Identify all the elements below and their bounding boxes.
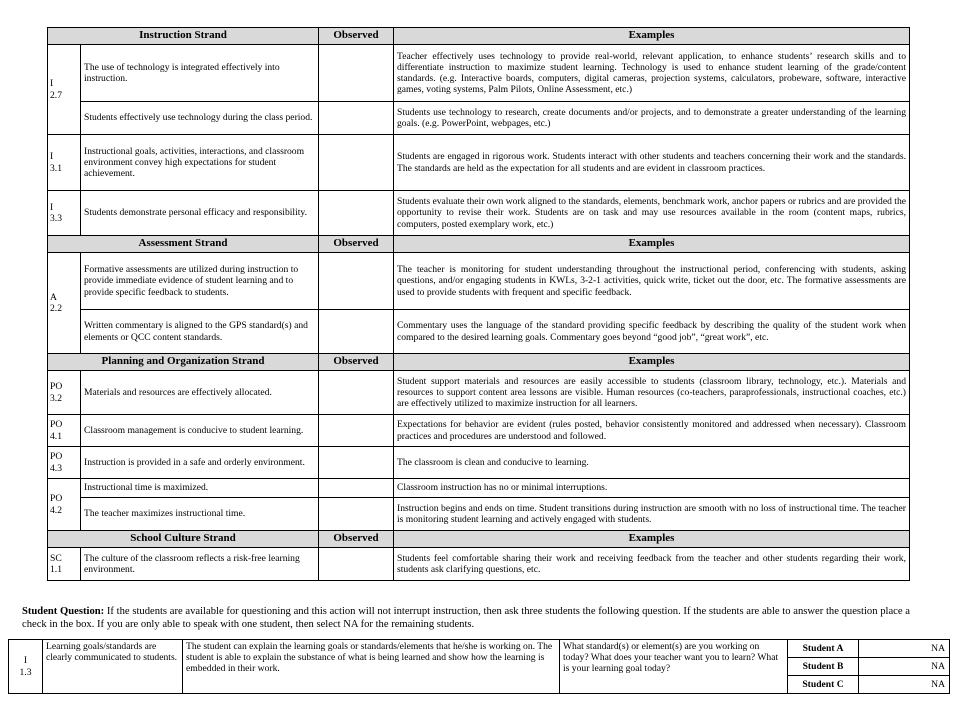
indicator-description: Students demonstrate personal efficacy and responsibility. xyxy=(81,191,319,236)
indicator-id-i27: I 2.7 xyxy=(48,45,81,135)
table-row xyxy=(48,102,910,135)
indicator-examples: Student support materials and resources are easily accessible to students (classroom library, technology, etc.). Materials and resources to support content area lessons are visible. Human resources (co-teachers, paraprofessionals, instructional coaches, etc.) are effectively utilized to maximize instruction for all learners. xyxy=(394,371,910,415)
examples-heading: Examples xyxy=(394,28,910,45)
student-question-table xyxy=(8,639,950,694)
observed-cell[interactable] xyxy=(319,415,394,447)
indicator-examples: Students evaluate their own work aligned to the standards, elements, benchmark work, anchor papers or rubrics and are provided the opportunity to revise their work. Students are on task and may use resources available in the room (content maps, rubrics, computers, posted exemplary work, etc.) xyxy=(394,191,910,236)
observed-cell[interactable] xyxy=(319,191,394,236)
indicator-examples: Expectations for behavior are evident (rules posted, behavior consistently monitored and addressed when necessary). Classroom practices and procedures are understood and followed. xyxy=(394,415,910,447)
indicator-description: Students effectively use technology during the class period. xyxy=(81,102,319,135)
examples-heading: Examples xyxy=(394,236,910,253)
student-question-label: Student Question: xyxy=(22,606,105,617)
culture-strand-header-row xyxy=(48,531,910,548)
observed-cell[interactable] xyxy=(319,548,394,581)
student-a-label: Student A xyxy=(788,640,859,658)
student-a-response[interactable]: NA xyxy=(859,640,950,658)
table-row xyxy=(48,479,910,498)
student-question-instructions xyxy=(22,606,910,631)
indicator-examples: Classroom instruction has no or minimal interruptions. xyxy=(394,479,910,498)
observed-cell[interactable] xyxy=(319,102,394,135)
observed-cell[interactable] xyxy=(319,447,394,479)
indicator-examples: Instruction begins and ends on time. Student transitions during instruction are smooth with no loss of instructional time. The teacher is monitoring student learning and actively engaged with students. xyxy=(394,498,910,531)
indicator-id-i33: I 3.3 xyxy=(48,191,81,236)
indicator-id-po32: PO 3.2 xyxy=(48,371,81,415)
indicator-description: Written commentary is aligned to the GPS standard(s) and elements or QCC content standards. xyxy=(81,310,319,354)
indicator-description: The culture of the classroom reflects a risk-free learning environment. xyxy=(81,548,319,581)
student-explanation: The student can explain the learning goals or standards/elements that he/she is working on. The student is able to explain the substance of what is being learned and show how the learning is embedded in their work. xyxy=(183,640,560,694)
observed-cell[interactable] xyxy=(319,45,394,102)
indicator-id-i13: I 1.3 xyxy=(9,640,43,694)
instruction-strand-heading: Instruction Strand xyxy=(48,28,319,45)
examples-heading: Examples xyxy=(394,354,910,371)
learning-goal-description: Learning goals/standards are clearly communicated to students. xyxy=(43,640,183,694)
indicator-id-po43: PO 4.3 xyxy=(48,447,81,479)
table-row xyxy=(48,548,910,581)
observed-heading: Observed xyxy=(319,28,394,45)
observed-cell[interactable] xyxy=(319,310,394,354)
table-row xyxy=(48,310,910,354)
table-row xyxy=(48,415,910,447)
table-row xyxy=(48,253,910,310)
student-b-label: Student B xyxy=(788,658,859,676)
instruction-strand-header-row xyxy=(48,28,910,45)
assessment-strand-heading: Assessment Strand xyxy=(48,236,319,253)
indicator-examples: Teacher effectively uses technology to provide real-world, relevant application, to enhance students’ research skills and to differentiate instruction to maximize student learning. Technology is used to enhance student learning of the grade/content standards. (e.g. Interactive boards, computers, digital cameras, projection systems, calculators, probeware, software, interactive games, voting systems, Palm Pilots, Online Assessment, etc.) xyxy=(394,45,910,102)
indicator-id-sc11: SC 1.1 xyxy=(48,548,81,581)
assessment-strand-header-row xyxy=(48,236,910,253)
student-question-text: If the students are available for questioning and this action will not interrupt instruction, then ask three students the following question. If the students are able to answer the question place a check in the box. If you are only able to speak with one student, then select NA for the remaining students. xyxy=(22,606,910,630)
indicator-id-po41: PO 4.1 xyxy=(48,415,81,447)
indicator-examples: Commentary uses the language of the standard providing specific feedback by describing the quality of the student work when compared to the desired learning goals. Commentary goes beyond “good job”, “great work”, etc. xyxy=(394,310,910,354)
indicator-examples: The classroom is clean and conducive to learning. xyxy=(394,447,910,479)
indicator-examples: Students use technology to research, create documents and/or projects, and to demonstrate a greater understanding of the learning goals. (e.g. PowerPoint, webpages, etc.) xyxy=(394,102,910,135)
table-row xyxy=(48,447,910,479)
table-row xyxy=(48,498,910,531)
student-b-response[interactable]: NA xyxy=(859,658,950,676)
observed-cell[interactable] xyxy=(319,253,394,310)
indicator-examples: The teacher is monitoring for student understanding throughout the instructional period, conferencing with students, asking questions, and/or engaging students in KWLs, 3-2-1 activities, quick write, ticket out the door, etc. The formative assessments are used to provide students with frequent and specific feedback. xyxy=(394,253,910,310)
planning-strand-header-row xyxy=(48,354,910,371)
table-row xyxy=(48,45,910,102)
indicator-examples: Students feel comfortable sharing their work and receiving feedback from the teacher and other students regarding their work, students ask clarifying questions, etc. xyxy=(394,548,910,581)
indicator-id-i31: I 3.1 xyxy=(48,135,81,191)
indicator-description: Classroom management is conducive to student learning. xyxy=(81,415,319,447)
observed-cell[interactable] xyxy=(319,135,394,191)
observed-cell[interactable] xyxy=(319,371,394,415)
examples-heading: Examples xyxy=(394,531,910,548)
question-to-ask: What standard(s) or element(s) are you working on today? What does your teacher want you to learn? What is your learning goal today? xyxy=(560,640,788,694)
student-c-response[interactable]: NA xyxy=(859,676,950,694)
table-row xyxy=(48,371,910,415)
student-c-label: Student C xyxy=(788,676,859,694)
observed-cell[interactable] xyxy=(319,498,394,531)
indicator-description: Materials and resources are effectively allocated. xyxy=(81,371,319,415)
indicator-description: Instructional goals, activities, interactions, and classroom environment convey high expectations for student achievement. xyxy=(81,135,319,191)
observation-rubric-table xyxy=(47,27,910,581)
planning-strand-heading: Planning and Organization Strand xyxy=(48,354,319,371)
culture-strand-heading: School Culture Strand xyxy=(48,531,319,548)
indicator-id-a22: A 2.2 xyxy=(48,253,81,354)
table-row xyxy=(48,191,910,236)
observed-heading: Observed xyxy=(319,354,394,371)
indicator-examples: Students are engaged in rigorous work. Students interact with other students and teachers concerning their work and the standards. The standards are held as the expectation for all students and are evident in classroom practices. xyxy=(394,135,910,191)
indicator-id-po42: PO 4.2 xyxy=(48,479,81,531)
observed-cell[interactable] xyxy=(319,479,394,498)
indicator-description: The teacher maximizes instructional time. xyxy=(81,498,319,531)
indicator-description: Instruction is provided in a safe and orderly environment. xyxy=(81,447,319,479)
table-row xyxy=(9,640,950,658)
indicator-description: Instructional time is maximized. xyxy=(81,479,319,498)
indicator-description: Formative assessments are utilized during instruction to provide immediate evidence of student learning and to provide specific feedback to students. xyxy=(81,253,319,310)
table-row xyxy=(48,135,910,191)
observed-heading: Observed xyxy=(319,236,394,253)
indicator-description: The use of technology is integrated effectively into instruction. xyxy=(81,45,319,102)
observed-heading: Observed xyxy=(319,531,394,548)
